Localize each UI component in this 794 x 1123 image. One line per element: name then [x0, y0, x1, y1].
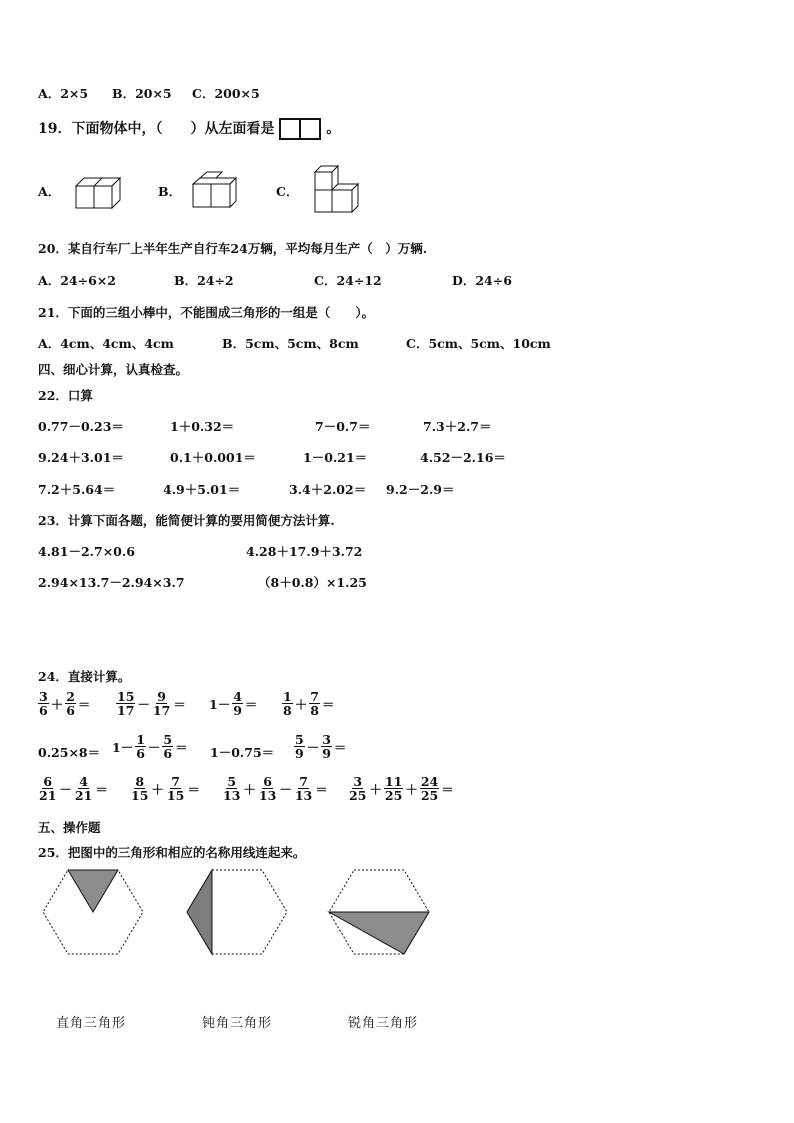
q19-question: [38, 118, 340, 140]
q22-item: 0.77－0.23＝: [38, 419, 124, 434]
q23-item: （8＋0.8）×1.25: [258, 575, 367, 590]
q18-option-c: C．200×5: [192, 86, 260, 101]
label-acute-triangle: 锐角三角形: [348, 1016, 419, 1031]
q24-title: 24．直接计算。: [38, 669, 131, 684]
q22-item: 4.52－2.16＝: [420, 450, 506, 465]
q24-expression: $\frac{5}{9}$ － $\frac{3}{9}$ ＝: [295, 732, 347, 762]
section-5-heading: 五、操作题: [38, 820, 101, 835]
q22-item: 7.2＋5.64＝: [38, 482, 116, 497]
hexagon-figure-3: [326, 866, 432, 958]
q23-item: 4.81－2.7×0.6: [38, 544, 135, 559]
q19-option-a: A．: [38, 184, 61, 199]
q22-item: 7.3＋2.7＝: [423, 419, 492, 434]
q20-option-d: D．24÷6: [452, 273, 512, 288]
q22-item: 9.2－2.9＝: [386, 482, 455, 497]
cube-figure-a: [72, 176, 124, 210]
q21-option-b: B．5cm、5cm、8cm: [222, 336, 359, 351]
q21-option-c: C．5cm、5cm、10cm: [406, 336, 551, 351]
cube-figure-b: [190, 170, 240, 210]
q22-title: 22．口算: [38, 388, 93, 403]
q20-option-b: B．24÷2: [174, 273, 234, 288]
q22-item: 3.4＋2.02＝: [289, 482, 367, 497]
hexagon-figure-2: [184, 866, 290, 958]
section-4-heading: 四、细心计算，认真检查。: [38, 362, 189, 377]
q23-title: 23．计算下面各题，能简便计算的要用简便方法计算.: [38, 513, 335, 528]
label-right-triangle: 直角三角形: [56, 1016, 127, 1031]
q24-expression: $\frac{3}{6}$ ＋ $\frac{2}{6}$ ＝: [39, 689, 91, 719]
q19-text: 下面物体中，（ ）从左面看是: [71, 121, 275, 137]
q22-item: 1－0.21＝: [303, 450, 368, 465]
q22-item: 4.9＋5.01＝: [163, 482, 241, 497]
q21-option-a: A．4cm、4cm、4cm: [38, 336, 174, 351]
q23-item: 2.94×13.7－2.94×3.7: [38, 575, 185, 590]
q22-item: 9.24＋3.01＝: [38, 450, 124, 465]
cube-figure-c: [312, 164, 362, 216]
q24-expression: 1－0.75＝: [210, 745, 275, 760]
q19-text-end: 。: [326, 121, 341, 137]
q24-expression: 1－ $\frac{1}{6}$ － $\frac{5}{6}$ ＝: [112, 732, 188, 762]
q22-item: 1＋0.32＝: [170, 419, 235, 434]
hexagon-figure-1: [40, 866, 146, 958]
q18-option-b: B．20×5: [112, 86, 172, 101]
q25-title: 25．把图中的三角形和相应的名称用线连起来。: [38, 845, 306, 860]
q20-option-c: C．24÷12: [314, 273, 382, 288]
q20-option-a: A．24÷6×2: [38, 273, 116, 288]
q19-number: 19．: [38, 121, 72, 137]
q22-item: 0.1＋0.001＝: [170, 450, 256, 465]
q24-expression: $\frac{3}{25}$ ＋ $\frac{11}{25}$ ＋ $\frac{24}{25}$ ＝: [349, 774, 454, 804]
q24-expression: $\frac{8}{15}$ ＋ $\frac{7}{15}$ ＝: [131, 774, 200, 804]
q22-item: 7－0.7＝: [315, 419, 371, 434]
q23-item: 4.28＋17.9＋3.72: [246, 544, 363, 559]
q24-expression: $\frac{1}{8}$ ＋ $\frac{7}{8}$ ＝: [283, 689, 335, 719]
q24-expression: $\frac{6}{21}$ － $\frac{4}{21}$ ＝: [39, 774, 108, 804]
q19-option-b: B．: [158, 184, 182, 199]
q24-expression: $\frac{15}{17}$ － $\frac{9}{17}$ ＝: [117, 689, 186, 719]
label-obtuse-triangle: 钝角三角形: [202, 1016, 273, 1031]
q24-expression: 0.25×8＝: [38, 745, 101, 760]
q18-option-a: A．2×5: [38, 86, 89, 101]
q21-question: 21．下面的三组小棒中，不能围成三角形的一组是（ ）。: [38, 305, 375, 320]
q24-expression: 1－ $\frac{4}{9}$ ＝: [209, 689, 258, 719]
q19-option-c: C．: [276, 184, 299, 199]
q24-expression: $\frac{5}{13}$ ＋ $\frac{6}{13}$ － $\frac{7}{13}$ ＝: [223, 774, 328, 804]
left-view-figure: [279, 118, 321, 140]
q20-question: 20．某自行车厂上半年生产自行车24万辆，平均每月生产（ ）万辆.: [38, 241, 428, 256]
